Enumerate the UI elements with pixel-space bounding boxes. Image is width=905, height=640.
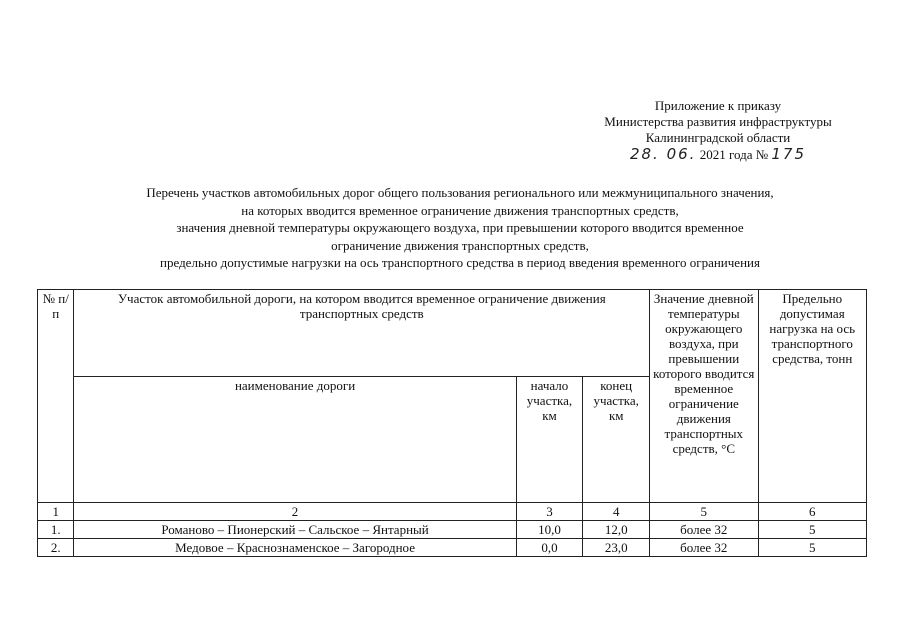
appendix-line-2: Министерства развития инфраструктуры — [604, 114, 832, 129]
row-road-name: Медовое – Краснознаменское – Загородное — [74, 539, 516, 557]
appendix-line-1: Приложение к приказу — [654, 98, 782, 113]
row-axle-load: 5 — [758, 521, 866, 539]
row-start-km: 10,0 — [516, 521, 583, 539]
row-number: 2. — [38, 539, 74, 557]
header-row-1 — [38, 290, 867, 377]
document-title — [60, 184, 860, 272]
colnum-2: 2 — [74, 503, 516, 521]
row-end-km: 12,0 — [583, 521, 650, 539]
table-row — [38, 539, 867, 557]
header-road-name: наименование дороги — [74, 376, 516, 502]
title-line-4: ограничение движения транспортных средств, — [331, 237, 589, 253]
appendix-date-line — [573, 146, 863, 163]
colnum-4: 4 — [583, 503, 650, 521]
row-road-name: Романово – Пионерский – Сальское – Янтарный — [74, 521, 516, 539]
title-line-1: Перечень участков автомобильных дорог общего пользования регионального или межмуниципального значения, — [146, 185, 774, 200]
row-start-km: 0,0 — [516, 539, 583, 557]
colnum-6: 6 — [758, 503, 866, 521]
header-section-end: конец участка, км — [583, 376, 650, 502]
row-end-km: 23,0 — [583, 539, 650, 557]
header-number: № п/п — [38, 290, 74, 503]
title-line-5: предельно допустимые нагрузки на ось транспортного средства в период введения временного ограничения — [160, 255, 760, 270]
road-sections-table — [37, 289, 867, 557]
row-temperature: более 32 — [650, 521, 758, 539]
row-number: 1. — [38, 521, 74, 539]
header-axle-load: Предельно допустимая нагрузка на ось транспортного средства, тонн — [758, 290, 866, 503]
header-road-section: Участок автомобильной дороги, на котором вводится временное ограничение движения транспортных средств — [74, 290, 650, 377]
colnum-3: 3 — [516, 503, 583, 521]
year-text: 2021 года № — [699, 147, 769, 162]
row-temperature: более 32 — [650, 539, 758, 557]
colnum-1: 1 — [38, 503, 74, 521]
handwritten-date: 28. 06. — [629, 145, 697, 163]
title-line-3: значения дневной температуры окружающего воздуха, при превышении которого вводится временное — [176, 220, 744, 235]
appendix-line-3: Калининградской области — [645, 130, 791, 145]
header-temperature: Значение дневной температуры окружающего воздуха, при превышении которого вводится временное ограничение движения транспортных средств, °С — [650, 290, 758, 503]
header-section-start: начало участка, км — [516, 376, 583, 502]
colnum-5: 5 — [650, 503, 758, 521]
title-line-2: на которых вводится временное ограничение движения транспортных средств, — [241, 202, 679, 218]
handwritten-number: 175 — [771, 145, 807, 163]
row-axle-load: 5 — [758, 539, 866, 557]
column-number-row — [38, 503, 867, 521]
table-row — [38, 521, 867, 539]
appendix-header — [573, 98, 863, 163]
